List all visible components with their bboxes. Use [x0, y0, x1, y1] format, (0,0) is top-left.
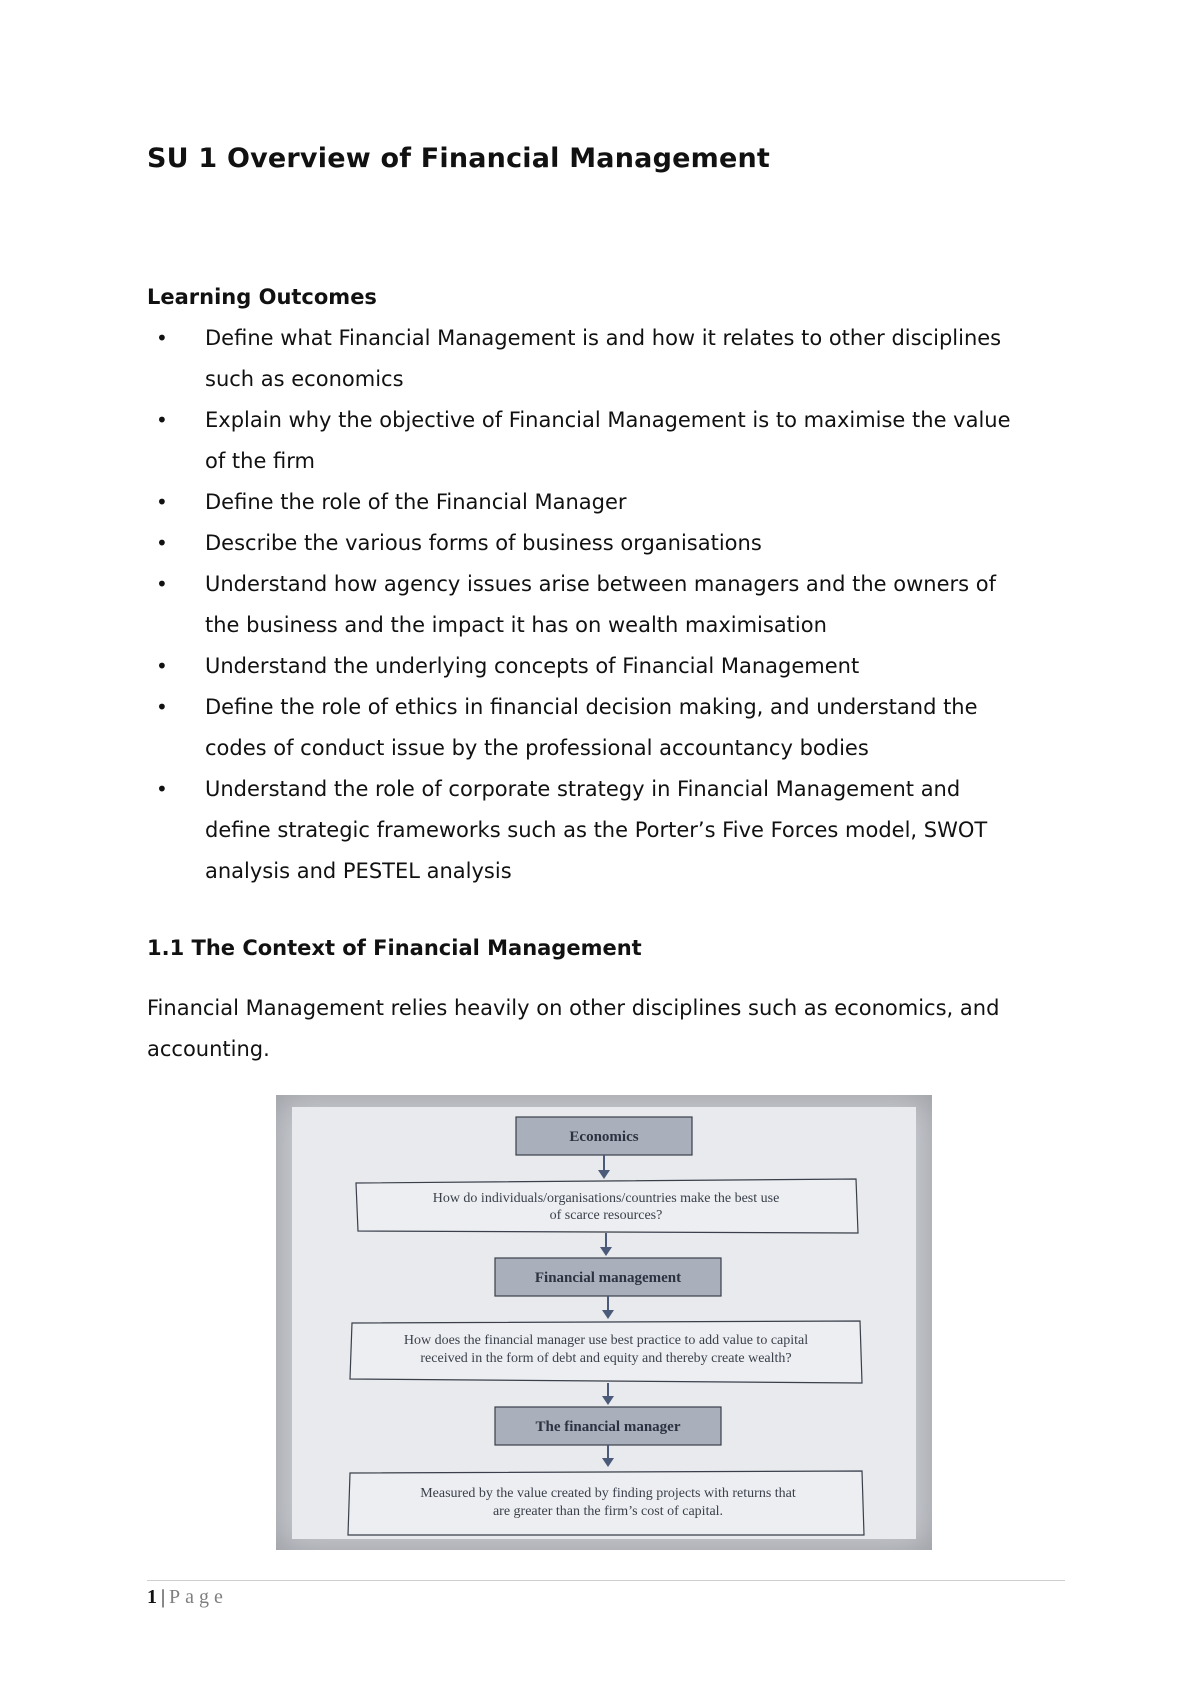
page-title: SU 1 Overview of Financial Management [147, 143, 770, 174]
paragraph-line: Financial Management relies heavily on other disciplines such as economics, and [147, 996, 1000, 1020]
financial-manager-label: The financial manager [535, 1419, 681, 1435]
learning-outcomes-heading: Learning Outcomes [147, 285, 377, 309]
paragraph-line: accounting. [147, 1037, 270, 1061]
context-paragraph [147, 988, 1077, 1070]
learning-outcome-item [147, 564, 1067, 646]
question-2-line: received in the form of debt and equity and thereby create wealth? [420, 1351, 792, 1366]
bullet-icon: • [156, 408, 168, 432]
bullet-icon: • [156, 654, 168, 678]
bullet-icon: • [156, 695, 168, 719]
question-2-line: How does the financial manager use best practice to add value to capital [403, 1333, 809, 1348]
financial-management-context-figure [276, 1095, 932, 1550]
learning-outcome-line: codes of conduct issue by the professional accountancy bodies [205, 736, 869, 760]
learning-outcome-item [147, 769, 1067, 892]
bullet-icon: • [156, 531, 168, 555]
learning-outcome-line: define strategic frameworks such as the Porter’s Five Forces model, SWOT [205, 818, 988, 842]
bullet-icon: • [156, 572, 168, 596]
flowchart-diagram [276, 1095, 932, 1550]
question-1-line: How do individuals/organisations/countries make the best use [432, 1191, 780, 1206]
financial-management-label: Financial management [534, 1270, 682, 1286]
economics-label: Economics [569, 1129, 639, 1145]
bullet-icon: • [156, 326, 168, 350]
learning-outcome-line: of the firm [205, 449, 316, 473]
learning-outcome-item [147, 482, 1067, 523]
learning-outcome-item [147, 318, 1067, 400]
learning-outcome-line: Explain why the objective of Financial Management is to maximise the value [205, 408, 1011, 432]
question-1-line: of scarce resources? [549, 1208, 663, 1223]
learning-outcome-line: analysis and PESTEL analysis [205, 859, 512, 883]
page-label: Page [169, 1586, 228, 1608]
section-heading-1-1: 1.1 The Context of Financial Management [147, 936, 642, 960]
question-3-line: Measured by the value created by finding projects with returns that [420, 1486, 796, 1501]
learning-outcome-line: Define what Financial Management is and how it relates to other disciplines [205, 326, 1002, 350]
page-footer [147, 1586, 228, 1609]
page-number: 1 [147, 1586, 157, 1608]
learning-outcome-item [147, 687, 1067, 769]
question-box-3 [348, 1471, 864, 1535]
learning-outcomes-list [147, 318, 1067, 892]
learning-outcome-line: Define the role of ethics in financial decision making, and understand the [205, 695, 978, 719]
footer-divider [147, 1580, 1065, 1581]
learning-outcome-line: Define the role of the Financial Manager [205, 490, 627, 514]
bullet-icon: • [156, 777, 168, 801]
learning-outcome-line: Understand how agency issues arise between managers and the owners of [205, 572, 996, 596]
question-box-1 [356, 1179, 858, 1233]
learning-outcome-item [147, 400, 1067, 482]
learning-outcome-line: Describe the various forms of business organisations [205, 531, 762, 555]
learning-outcome-line: such as economics [205, 367, 404, 391]
learning-outcome-item [147, 523, 1067, 564]
learning-outcome-item [147, 646, 1067, 687]
bullet-icon: • [156, 490, 168, 514]
learning-outcome-line: Understand the role of corporate strategy in Financial Management and [205, 777, 961, 801]
learning-outcome-line: the business and the impact it has on wealth maximisation [205, 613, 827, 637]
footer-separator: | [161, 1586, 166, 1608]
question-3-line: are greater than the firm’s cost of capital. [492, 1504, 724, 1519]
learning-outcome-line: Understand the underlying concepts of Financial Management [205, 654, 860, 678]
